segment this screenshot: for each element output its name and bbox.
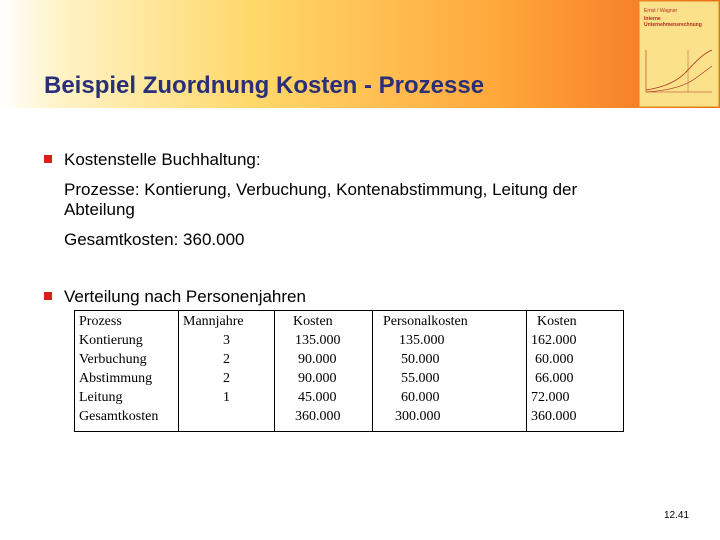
cell-mannjahre: 2	[223, 352, 230, 367]
bullet2-line1: Verteilung nach Personenjahren	[64, 287, 306, 306]
cell-mannjahre: 1	[223, 390, 230, 405]
cell-personalkosten: 60.000	[401, 390, 440, 405]
cost-allocation-table	[74, 310, 624, 432]
row-label: Gesamtkosten	[79, 409, 159, 424]
cell-personalkosten: 135.000	[399, 333, 445, 348]
header-kosten: Kosten	[293, 314, 333, 329]
row-label: Leitung	[79, 390, 123, 405]
bullet1-line3: Abteilung	[64, 200, 135, 219]
cell-kosten-final: 162.000	[531, 333, 577, 348]
row-label: Verbuchung	[79, 352, 147, 367]
header-kosten-final: Kosten	[537, 314, 577, 329]
row-label: Abstimmung	[79, 371, 153, 386]
table-col-kosten	[275, 311, 373, 431]
page-number: 12.41	[664, 510, 690, 521]
bullet1-line2: Prozesse: Kontierung, Verbuchung, Kontenabstimmung, Leitung der	[64, 180, 578, 199]
book-chart-icon	[644, 46, 714, 96]
book-title-line2: Unternehmensrechnung	[644, 22, 702, 28]
table-col-kosten-final	[527, 311, 623, 431]
cell-personalkosten: 55.000	[401, 371, 440, 386]
header-prozess: Prozess	[79, 314, 122, 329]
table-col-personalkosten	[373, 311, 527, 431]
cell-mannjahre: 3	[223, 333, 230, 348]
bullet-icon	[44, 155, 52, 163]
slide-title: Beispiel Zuordnung Kosten - Prozesse	[44, 72, 485, 99]
cell-kosten: 90.000	[298, 352, 337, 367]
cell-kosten-final: 72.000	[531, 390, 570, 405]
book-cover-image	[640, 2, 718, 106]
cell-kosten: 135.000	[295, 333, 341, 348]
bullet1-line1: Kostenstelle Buchhaltung:	[64, 150, 261, 169]
bullet-icon	[44, 292, 52, 300]
book-author: Ernst / Wagner	[644, 8, 678, 14]
header-personalkosten: Personalkosten	[383, 314, 468, 329]
bullet1-line4: Gesamtkosten: 360.000	[64, 230, 245, 249]
cell-mannjahre: 2	[223, 371, 230, 386]
cell-personalkosten: 300.000	[395, 409, 441, 424]
cell-kosten: 90.000	[298, 371, 337, 386]
cell-kosten: 45.000	[298, 390, 337, 405]
cell-kosten-final: 66.000	[535, 371, 574, 386]
book-title-line1: Interne	[644, 16, 661, 22]
table-col-prozess	[75, 311, 179, 431]
cell-personalkosten: 50.000	[401, 352, 440, 367]
table-col-mannjahre	[179, 311, 275, 431]
cell-kosten-final: 60.000	[535, 352, 574, 367]
cell-kosten-final: 360.000	[531, 409, 577, 424]
header-mannjahre: Mannjahre	[183, 314, 244, 329]
row-label: Kontierung	[79, 333, 143, 348]
cell-kosten: 360.000	[295, 409, 341, 424]
